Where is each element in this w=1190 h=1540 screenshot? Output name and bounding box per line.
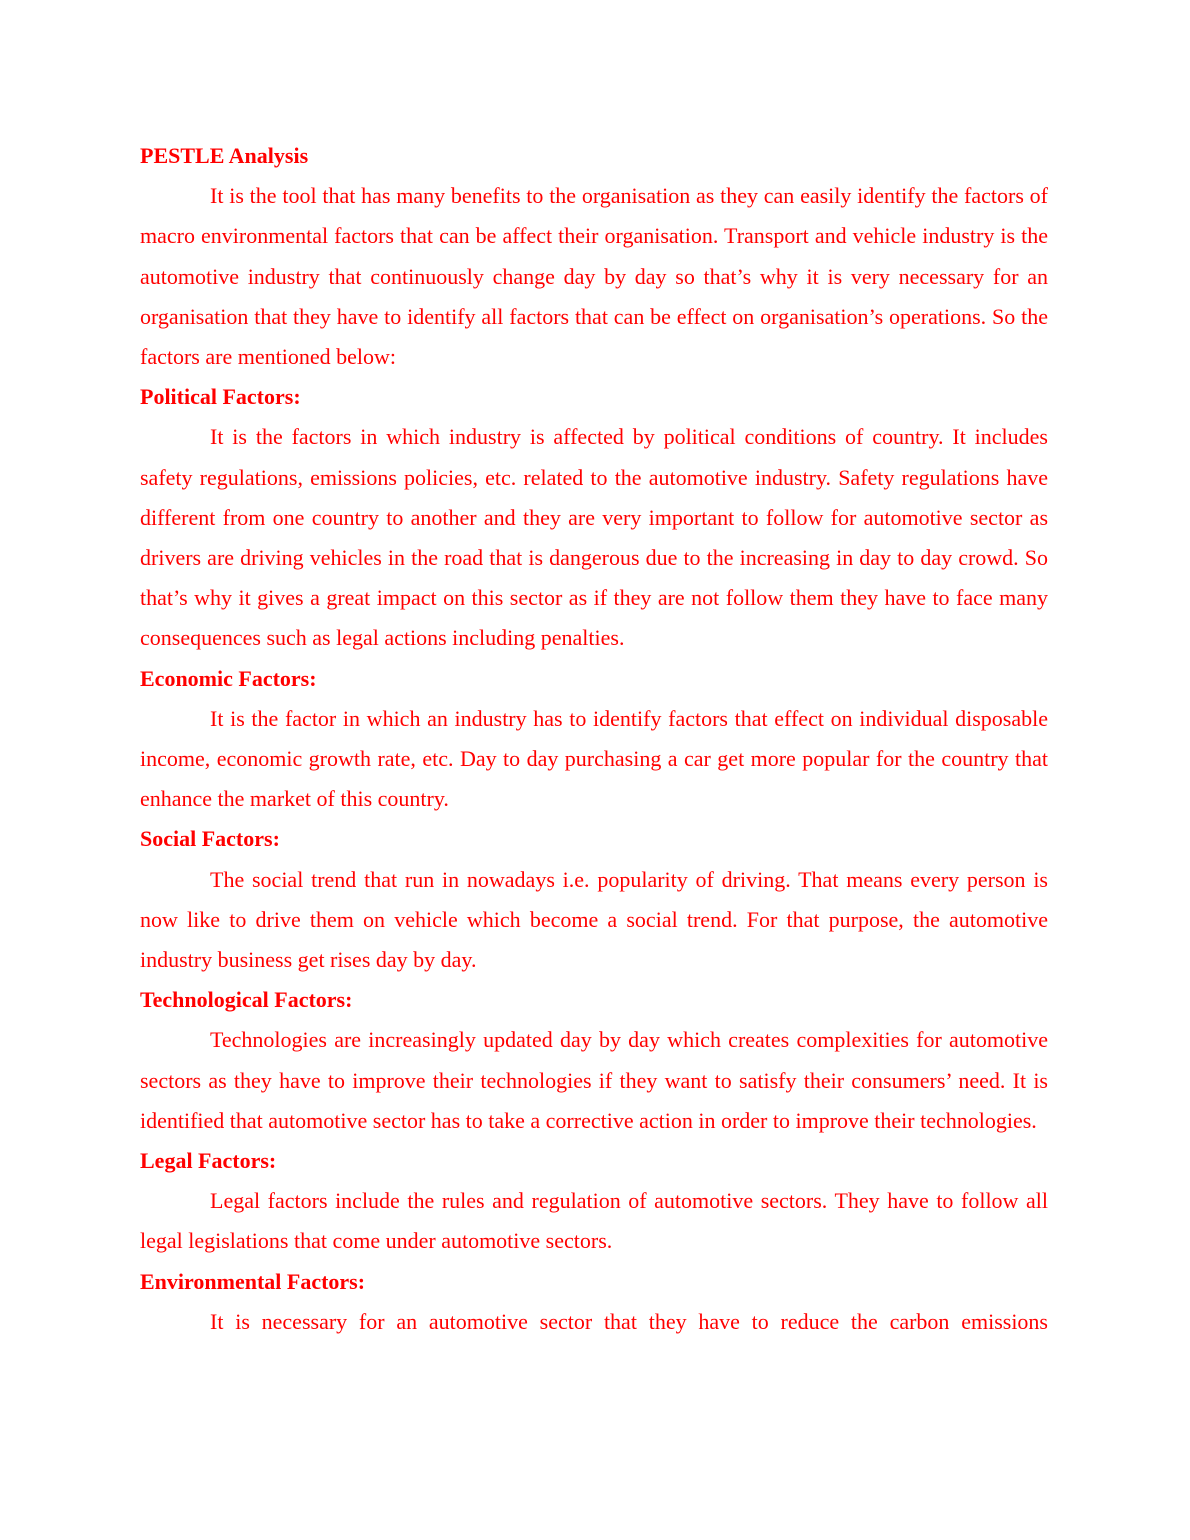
section-body-environmental: It is necessary for an automotive sector that they have to reduce the carbon emissions [210,1308,1048,1334]
intro-paragraph: It is the tool that has many benefits to the organisation as they can easily identify the factors of macro environmental factors that can be affect their organisation. Transport and vehicle industry is the automotive industry that continuously change day by day so that’s why it is very necessary for an organisation that they have to identify all factors that can be effect on organisation’s operations. So the factors are mentioned below: [140,183,1048,370]
section-heading-social: Social Factors: [140,826,280,852]
section-heading-political: Political Factors: [140,384,301,410]
page-title: PESTLE Analysis [140,143,309,168]
section-heading-legal: Legal Factors: [140,1148,277,1174]
section-heading-economic: Economic Factors: [140,665,317,691]
section-heading-technological: Technological Factors: [140,987,353,1013]
document-page [140,136,1048,1342]
section-body-social: The social trend that run in nowadays i.e. popularity of driving. That means every person is now like to drive them on vehicle which become a social trend. For that purpose, the automotive industry business get rises day by day. [140,866,1048,973]
section-heading-environmental: Environmental Factors: [140,1268,366,1294]
section-body-technological: Technologies are increasingly updated day by day which creates complexities for automotive sectors as they have to improve their technologies if they want to satisfy their consumers’ need. It is identified that automotive sector has to take a corrective action in order to improve their technologies. [140,1027,1048,1133]
section-body-political: It is the factors in which industry is affected by political conditions of country. It includes safety regulations, emissions policies, etc. related to the automotive industry. Safety regulations have different from one country to another and they are very important to follow for automotive sector as drivers are driving vehicles in the road that is dangerous due to the increasing in day to day crowd. So that’s why it gives a great impact on this sector as if they are not follow them they have to face many consequences such as legal actions including penalties. [140,424,1048,651]
section-body-economic: It is the factor in which an industry has to identify factors that effect on individual disposable income, economic growth rate, etc. Day to day purchasing a car get more popular for the country that enhance the market of this country. [140,705,1048,812]
section-body-legal: Legal factors include the rules and regulation of automotive sectors. They have to follow all legal legislations that come under automotive sectors. [140,1188,1048,1254]
